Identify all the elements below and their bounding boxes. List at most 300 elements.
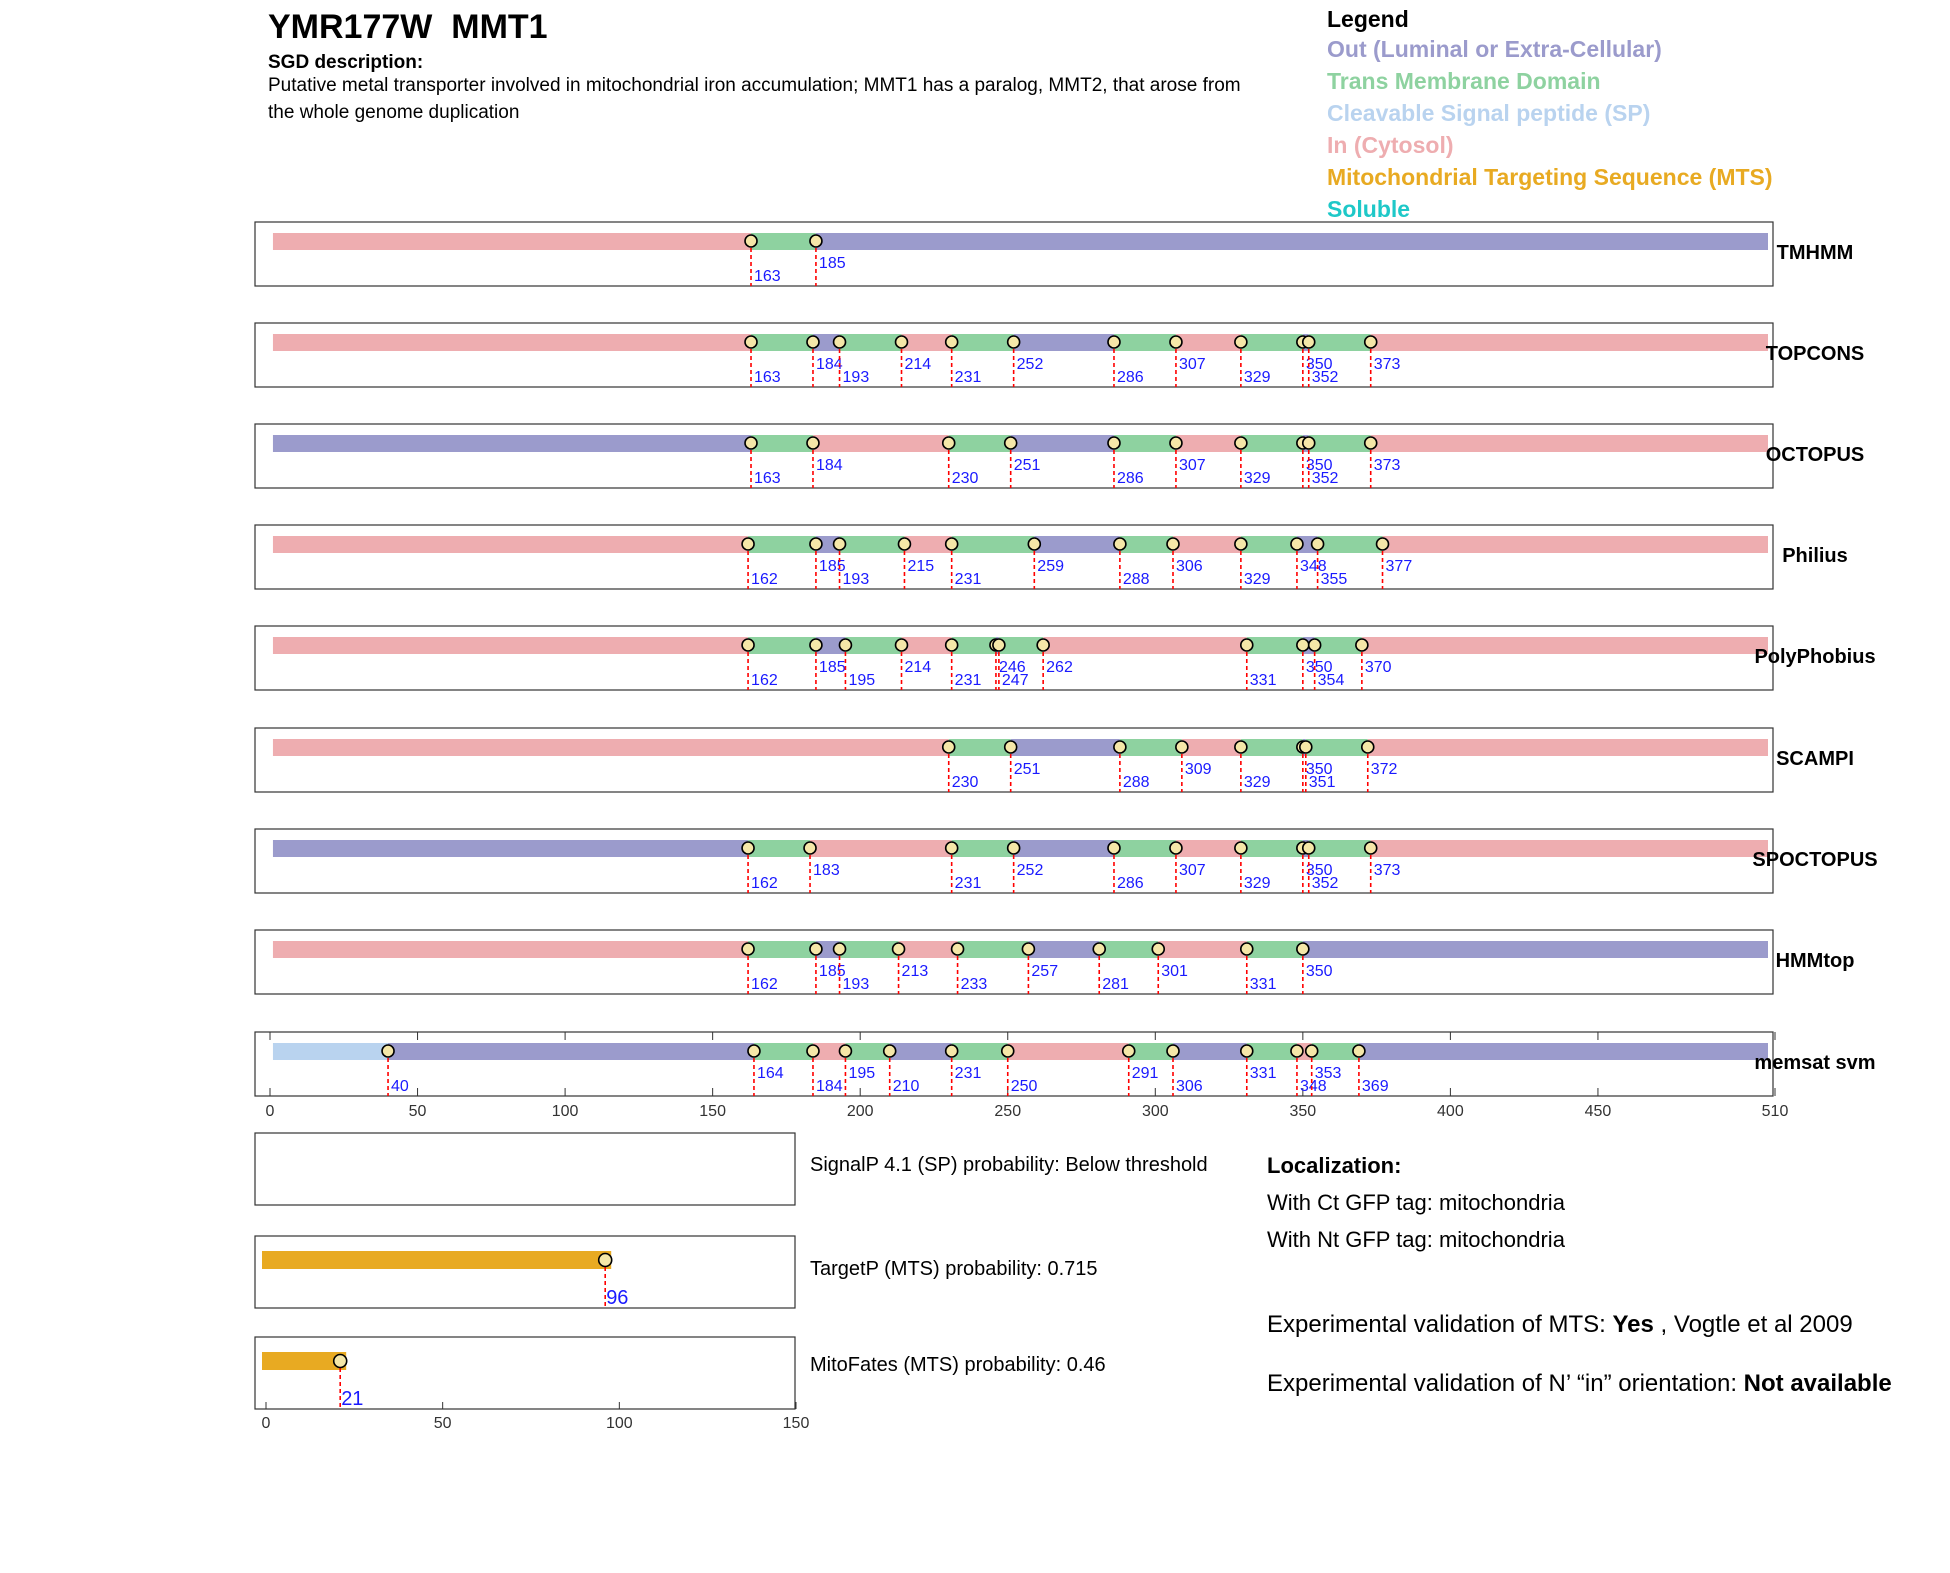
legend-item-in: In (Cytosol) (1327, 132, 1454, 158)
predictor-track-spoctopus (255, 829, 1878, 893)
boundary-marker-polyphobius (1297, 639, 1309, 651)
boundary-marker-octopus (1108, 437, 1120, 449)
legend-title: Legend (1327, 6, 1409, 32)
boundary-marker-spoctopus (1170, 842, 1182, 854)
experimental-orientation-prefix: Experimental validation of N’ “in” orientation: (1267, 1370, 1744, 1397)
boundary-label-polyphobius: 246 (998, 659, 1026, 676)
boundary-marker-scampi (1362, 741, 1374, 753)
boundary-label-octopus: 230 (951, 470, 979, 487)
experimental-orientation (1267, 1368, 1907, 1400)
boundary-label-polyphobius: 331 (1249, 672, 1277, 689)
boundary-label-philius: 306 (1176, 558, 1203, 575)
boundary-marker-spoctopus (946, 842, 958, 854)
experimental-mts-suffix: , Vogtle et al 2009 (1653, 1311, 1853, 1338)
segment-out-spoctopus-0 (273, 840, 748, 857)
segment-out-hmmtop-6 (1028, 941, 1099, 958)
segment-in-topcons-0 (273, 334, 751, 351)
boundary-marker-memsat-svm (946, 1045, 958, 1057)
boundary-label-memsat-svm: 331 (1249, 1065, 1277, 1082)
segment-tm-memsat-svm-10 (1247, 1043, 1297, 1060)
boundary-marker-memsat-svm (748, 1045, 760, 1057)
legend-item-mts: Mitochondrial Targeting Sequence (MTS) (1327, 164, 1773, 190)
prob-axis-tick-label: 150 (782, 1415, 810, 1432)
boundary-label-philius: 348 (1299, 558, 1327, 575)
track-frame-octopus (255, 424, 1773, 488)
boundary-label-memsat-svm: 195 (848, 1065, 876, 1082)
boundary-label-polyphobius: 247 (1001, 672, 1029, 689)
boundary-label-polyphobius: 354 (1317, 672, 1345, 689)
segment-in-polyphobius-4 (902, 637, 952, 654)
boundary-label-scampi: 329 (1243, 774, 1271, 791)
boundary-label-octopus: 352 (1311, 470, 1339, 487)
mts-end-marker-targetp (599, 1254, 612, 1267)
boundary-marker-spoctopus (1303, 842, 1315, 854)
predictor-track-polyphobius (255, 626, 1876, 690)
boundary-label-spoctopus: 252 (1016, 862, 1044, 879)
boundary-label-octopus: 286 (1116, 470, 1144, 487)
axis-tick-label: 300 (1141, 1103, 1169, 1120)
boundary-marker-scampi (1300, 741, 1312, 753)
signalp-text: SignalP 4.1 (SP) probability: Below threshold (810, 1154, 1208, 1176)
boundary-marker-octopus (1365, 437, 1377, 449)
boundary-marker-hmmtop (1022, 943, 1034, 955)
segment-in-octopus-6 (1176, 435, 1241, 452)
segment-tm-spoctopus-7 (1241, 840, 1303, 857)
boundary-label-hmmtop: 162 (751, 976, 778, 993)
boundary-marker-topcons (1108, 336, 1120, 348)
boundary-marker-octopus (1005, 437, 1017, 449)
boundary-label-hmmtop: 331 (1249, 976, 1277, 993)
boundary-label-octopus: 307 (1178, 457, 1206, 474)
legend-item-soluble: Soluble (1327, 196, 1411, 222)
segment-tm-hmmtop-5 (958, 941, 1029, 958)
predictor-track-tmhmm (255, 222, 1853, 286)
segment-in-topcons-8 (1176, 334, 1241, 351)
boundary-marker-topcons (834, 336, 846, 348)
segment-in-scampi-8 (1368, 739, 1768, 756)
prob-axis-tick-label: 50 (433, 1415, 452, 1432)
segment-tm-memsat-svm-2 (754, 1043, 813, 1060)
boundary-marker-philius (1377, 538, 1389, 550)
boundary-label-topcons: 193 (842, 369, 870, 386)
axis-tick-label: 250 (994, 1103, 1022, 1120)
boundary-marker-spoctopus (1008, 842, 1020, 854)
boundary-marker-philius (1167, 538, 1179, 550)
track-frame-scampi (255, 728, 1773, 792)
boundary-label-memsat-svm: 184 (815, 1078, 843, 1095)
boundary-marker-polyphobius (993, 639, 1005, 651)
boundary-marker-hmmtop (893, 943, 905, 955)
segment-in-spoctopus-2 (810, 840, 952, 857)
boundary-marker-hmmtop (1152, 943, 1164, 955)
segment-tm-philius-3 (840, 536, 905, 553)
boundary-label-scampi: 309 (1184, 761, 1212, 778)
segment-out-memsat-svm-1 (388, 1043, 754, 1060)
segment-in-spoctopus-10 (1371, 840, 1768, 857)
segment-tm-spoctopus-5 (1114, 840, 1176, 857)
boundary-label-polyphobius: 231 (954, 672, 982, 689)
segment-tm-topcons-7 (1114, 334, 1176, 351)
segment-tm-polyphobius-9 (1247, 637, 1303, 654)
boundary-marker-scampi (1114, 741, 1126, 753)
segment-tm-scampi-7 (1306, 739, 1368, 756)
mitofates-text: MitoFates (MTS) probability: 0.46 (810, 1354, 1106, 1376)
boundary-marker-philius (810, 538, 822, 550)
boundary-label-philius: 288 (1122, 571, 1150, 588)
experimental-mts-value: Yes (1612, 1311, 1654, 1338)
segment-tm-tmhmm-1 (751, 233, 816, 250)
boundary-marker-spoctopus (742, 842, 754, 854)
segment-in-hmmtop-0 (273, 941, 748, 958)
boundary-label-memsat-svm: 306 (1176, 1078, 1203, 1095)
segment-tm-scampi-3 (1120, 739, 1182, 756)
boundary-label-hmmtop: 257 (1031, 963, 1059, 980)
predictor-track-memsat-svm (255, 1032, 1876, 1120)
boundary-label-topcons: 352 (1311, 369, 1339, 386)
localization-nt: With Nt GFP tag: mitochondria (1267, 1227, 1565, 1252)
boundary-label-topcons: 329 (1243, 369, 1271, 386)
axis-tick-label: 400 (1437, 1103, 1464, 1120)
boundary-label-memsat-svm: 164 (756, 1065, 784, 1082)
boundary-label-memsat-svm: 369 (1361, 1078, 1389, 1095)
predictor-name-tmhmm: TMHMM (1776, 242, 1854, 264)
segment-in-polyphobius-8 (1043, 637, 1247, 654)
boundary-label-topcons: 373 (1373, 356, 1401, 373)
segment-tm-topcons-5 (952, 334, 1014, 351)
boundary-marker-spoctopus (804, 842, 816, 854)
segment-sp-memsat-svm-0 (273, 1043, 388, 1060)
boundary-marker-memsat-svm (1291, 1045, 1303, 1057)
boundary-marker-philius (834, 538, 846, 550)
boundary-label-spoctopus: 183 (813, 862, 840, 879)
segment-in-philius-8 (1173, 536, 1241, 553)
sgd-description-text: Putative metal transporter involved in mitochondrial iron accumulation; MMT1 has a paralog, MMT2, that arose from the whole genome duplication (268, 75, 1241, 123)
experimental-orientation-value: Not available (1743, 1370, 1892, 1397)
boundary-label-memsat-svm: 210 (892, 1078, 920, 1095)
boundary-label-octopus: 163 (754, 470, 781, 487)
segment-tm-octopus-5 (1114, 435, 1176, 452)
boundary-label-philius: 329 (1243, 571, 1271, 588)
boundary-label-octopus: 350 (1305, 457, 1333, 474)
track-frame-philius (255, 525, 1773, 589)
segment-tm-philius-11 (1318, 536, 1383, 553)
segment-tm-spoctopus-1 (748, 840, 810, 857)
boundary-label-memsat-svm: 40 (391, 1078, 409, 1095)
boundary-marker-hmmtop (1297, 943, 1309, 955)
mts-end-label-targetp: 96 (606, 1287, 629, 1309)
segment-tm-octopus-7 (1241, 435, 1303, 452)
axis-tick-label: 150 (699, 1103, 726, 1120)
segment-tm-philius-7 (1120, 536, 1173, 553)
boundary-marker-hmmtop (952, 943, 964, 955)
boundary-label-spoctopus: 307 (1178, 862, 1206, 879)
segment-in-octopus-10 (1371, 435, 1768, 452)
predictor-name-topcons: TOPCONS (1765, 343, 1865, 365)
boundary-label-polyphobius: 185 (818, 659, 846, 676)
boundary-marker-topcons (1303, 336, 1315, 348)
boundary-marker-scampi (1235, 741, 1247, 753)
boundary-marker-philius (1291, 538, 1303, 550)
boundary-label-polyphobius: 262 (1046, 659, 1073, 676)
segment-tm-hmmtop-3 (840, 941, 899, 958)
boundary-marker-philius (898, 538, 910, 550)
segment-in-tmhmm-0 (273, 233, 751, 250)
boundary-label-topcons: 184 (815, 356, 843, 373)
segment-in-topcons-12 (1371, 334, 1768, 351)
axis-tick-label: 450 (1584, 1103, 1612, 1120)
axis-tick-label: 0 (265, 1103, 275, 1120)
probability-panel-mitofates (255, 1337, 795, 1410)
segment-tm-philius-9 (1241, 536, 1297, 553)
boundary-label-philius: 377 (1385, 558, 1413, 575)
legend-item-tm: Trans Membrane Domain (1327, 68, 1601, 94)
boundary-marker-polyphobius (839, 639, 851, 651)
probability-panel-targetp (255, 1236, 795, 1309)
boundary-marker-tmhmm (745, 235, 757, 247)
boundary-label-spoctopus: 373 (1373, 862, 1401, 879)
boundary-marker-polyphobius (810, 639, 822, 651)
boundary-marker-scampi (1005, 741, 1017, 753)
mts-end-label-mitofates: 21 (341, 1388, 364, 1410)
boundary-marker-memsat-svm (1306, 1045, 1318, 1057)
segment-tm-octopus-1 (751, 435, 813, 452)
boundary-marker-topcons (946, 336, 958, 348)
boundary-label-spoctopus: 352 (1311, 875, 1339, 892)
boundary-marker-spoctopus (1235, 842, 1247, 854)
boundary-label-memsat-svm: 348 (1299, 1078, 1327, 1095)
segment-out-hmmtop-10 (1303, 941, 1768, 958)
boundary-marker-hmmtop (1093, 943, 1105, 955)
boundary-marker-octopus (1303, 437, 1315, 449)
boundary-label-scampi: 288 (1122, 774, 1150, 791)
segment-in-polyphobius-0 (273, 637, 748, 654)
boundary-label-polyphobius: 214 (904, 659, 932, 676)
boundary-label-polyphobius: 162 (751, 672, 778, 689)
segment-tm-scampi-5 (1241, 739, 1303, 756)
boundary-label-hmmtop: 233 (960, 976, 988, 993)
boundary-label-polyphobius: 350 (1305, 659, 1333, 676)
boundary-marker-memsat-svm (1167, 1045, 1179, 1057)
boundary-marker-polyphobius (1037, 639, 1049, 651)
legend-item-out: Out (Luminal or Extra-Cellular) (1327, 36, 1662, 62)
legend-item-sp: Cleavable Signal peptide (SP) (1327, 100, 1651, 126)
boundary-marker-spoctopus (1365, 842, 1377, 854)
boundary-marker-polyphobius (1309, 639, 1321, 651)
boundary-label-polyphobius: 195 (848, 672, 876, 689)
segment-tm-philius-1 (748, 536, 816, 553)
boundary-label-memsat-svm: 291 (1131, 1065, 1159, 1082)
boundary-label-octopus: 251 (1013, 457, 1041, 474)
boundary-label-hmmtop: 185 (818, 963, 846, 980)
boundary-marker-philius (1114, 538, 1126, 550)
segment-tm-memsat-svm-12 (1312, 1043, 1359, 1060)
boundary-marker-memsat-svm (839, 1045, 851, 1057)
boundary-marker-polyphobius (742, 639, 754, 651)
track-frame-tmhmm (255, 222, 1773, 286)
boundary-marker-memsat-svm (1123, 1045, 1135, 1057)
boundary-marker-philius (742, 538, 754, 550)
boundary-label-hmmtop: 193 (842, 976, 870, 993)
segment-in-philius-0 (273, 536, 748, 553)
localization-ct: With Ct GFP tag: mitochondria (1267, 1190, 1565, 1215)
boundary-label-octopus: 329 (1243, 470, 1271, 487)
boundary-marker-scampi (943, 741, 955, 753)
boundary-marker-topcons (1365, 336, 1377, 348)
segment-out-spoctopus-4 (1014, 840, 1114, 857)
panel-frame-targetp (255, 1236, 795, 1308)
segment-out-tmhmm-2 (816, 233, 1768, 250)
boundary-label-spoctopus: 329 (1243, 875, 1271, 892)
segment-tm-topcons-3 (840, 334, 902, 351)
segment-out-topcons-6 (1014, 334, 1114, 351)
segment-in-spoctopus-6 (1176, 840, 1241, 857)
boundary-marker-topcons (1008, 336, 1020, 348)
boundary-marker-octopus (1170, 437, 1182, 449)
boundary-label-memsat-svm: 231 (954, 1065, 982, 1082)
boundary-label-philius: 215 (907, 558, 935, 575)
axis-tick-label: 510 (1761, 1103, 1789, 1120)
boundary-marker-memsat-svm (1002, 1045, 1014, 1057)
predictor-name-memsat-svm: memsat svm (1754, 1052, 1876, 1074)
segment-in-scampi-4 (1182, 739, 1241, 756)
axis-tick-label: 100 (551, 1103, 579, 1120)
predictor-name-polyphobius: PolyPhobius (1754, 646, 1876, 668)
boundary-marker-philius (1235, 538, 1247, 550)
axis-tick-label: 350 (1289, 1103, 1317, 1120)
segment-tm-spoctopus-9 (1309, 840, 1371, 857)
boundary-label-spoctopus: 350 (1305, 862, 1333, 879)
segment-in-scampi-0 (273, 739, 949, 756)
segment-out-scampi-2 (1011, 739, 1120, 756)
boundary-marker-octopus (745, 437, 757, 449)
boundary-marker-philius (1028, 538, 1040, 550)
segment-tm-polyphobius-3 (845, 637, 901, 654)
predictor-track-hmmtop (255, 930, 1854, 994)
localization-title: Localization: (1267, 1153, 1402, 1178)
experimental-mts-prefix: Experimental validation of MTS: (1267, 1311, 1613, 1338)
segment-out-philius-6 (1034, 536, 1120, 553)
boundary-marker-polyphobius (896, 639, 908, 651)
boundary-label-tmhmm: 163 (754, 268, 781, 285)
boundary-label-scampi: 372 (1370, 761, 1398, 778)
boundary-marker-polyphobius (946, 639, 958, 651)
axis-tick-label: 50 (408, 1103, 427, 1120)
boundary-marker-octopus (807, 437, 819, 449)
predictor-name-scampi: SCAMPI (1776, 748, 1854, 770)
boundary-label-topcons: 214 (904, 356, 932, 373)
boundary-label-philius: 185 (818, 558, 846, 575)
boundary-label-spoctopus: 162 (751, 875, 778, 892)
boundary-marker-topcons (1235, 336, 1247, 348)
boundary-label-memsat-svm: 250 (1010, 1078, 1038, 1095)
boundary-label-scampi: 351 (1308, 774, 1336, 791)
boundary-label-hmmtop: 213 (901, 963, 929, 980)
sgd-description-label: SGD description: (268, 52, 424, 73)
boundary-label-hmmtop: 301 (1161, 963, 1188, 980)
predictor-name-hmmtop: HMMtop (1775, 950, 1855, 972)
boundary-label-philius: 259 (1037, 558, 1065, 575)
segment-tm-topcons-11 (1309, 334, 1371, 351)
predictor-name-octopus: OCTOPUS (1765, 444, 1865, 466)
segment-out-memsat-svm-13 (1359, 1043, 1768, 1060)
panel-frame-mitofates (255, 1337, 795, 1409)
segment-tm-philius-5 (952, 536, 1035, 553)
mts-end-marker-mitofates (334, 1355, 347, 1368)
segment-tm-hmmtop-7 (1099, 941, 1158, 958)
boundary-marker-scampi (1176, 741, 1188, 753)
boundary-label-topcons: 163 (754, 369, 781, 386)
boundary-marker-philius (1312, 538, 1324, 550)
segment-in-octopus-2 (813, 435, 949, 452)
boundary-label-scampi: 350 (1305, 761, 1333, 778)
boundary-marker-memsat-svm (807, 1045, 819, 1057)
segment-tm-hmmtop-1 (748, 941, 816, 958)
segment-tm-memsat-svm-6 (952, 1043, 1008, 1060)
boundary-label-tmhmm: 185 (818, 255, 846, 272)
segment-tm-scampi-1 (949, 739, 1011, 756)
segment-tm-polyphobius-11 (1315, 637, 1362, 654)
experimental-mts (1267, 1309, 1907, 1341)
panel-frame-signalp (255, 1133, 795, 1205)
segment-in-hmmtop-4 (899, 941, 958, 958)
boundary-label-topcons: 350 (1305, 356, 1333, 373)
segment-tm-topcons-9 (1241, 334, 1303, 351)
segment-out-octopus-0 (273, 435, 751, 452)
prob-axis-tick-label: 0 (261, 1415, 271, 1432)
boundary-marker-tmhmm (810, 235, 822, 247)
boundary-marker-octopus (943, 437, 955, 449)
segment-in-topcons-4 (902, 334, 952, 351)
boundary-label-spoctopus: 286 (1116, 875, 1144, 892)
boundary-marker-memsat-svm (1241, 1045, 1253, 1057)
boundary-marker-topcons (896, 336, 908, 348)
gene-title: YMR177W MMT1 (268, 8, 548, 46)
boundary-label-hmmtop: 350 (1305, 963, 1333, 980)
boundary-marker-polyphobius (1241, 639, 1253, 651)
boundary-marker-hmmtop (834, 943, 846, 955)
boundary-marker-topcons (807, 336, 819, 348)
segment-out-memsat-svm-9 (1173, 1043, 1247, 1060)
boundary-marker-topcons (1170, 336, 1182, 348)
segment-tm-spoctopus-3 (952, 840, 1014, 857)
boundary-label-philius: 162 (751, 571, 778, 588)
boundary-marker-polyphobius (1356, 639, 1368, 651)
boundary-marker-hmmtop (810, 943, 822, 955)
segment-tm-octopus-9 (1309, 435, 1371, 452)
track-frame-hmmtop (255, 930, 1773, 994)
boundary-label-topcons: 307 (1178, 356, 1206, 373)
boundary-label-hmmtop: 281 (1102, 976, 1129, 993)
boundary-marker-memsat-svm (382, 1045, 394, 1057)
boundary-label-topcons: 286 (1116, 369, 1144, 386)
boundary-marker-hmmtop (1241, 943, 1253, 955)
predictor-name-spoctopus: SPOCTOPUS (1752, 849, 1878, 871)
boundary-label-philius: 193 (842, 571, 870, 588)
boundary-marker-memsat-svm (884, 1045, 896, 1057)
boundary-label-topcons: 252 (1016, 356, 1044, 373)
prob-axis-tick-label: 100 (605, 1415, 633, 1432)
segment-in-philius-4 (904, 536, 951, 553)
boundary-marker-spoctopus (1108, 842, 1120, 854)
predictor-track-scampi (255, 728, 1854, 792)
boundary-marker-memsat-svm (1353, 1045, 1365, 1057)
boundary-label-polyphobius: 370 (1364, 659, 1392, 676)
boundary-label-memsat-svm: 353 (1314, 1065, 1342, 1082)
segment-tm-octopus-3 (949, 435, 1011, 452)
mts-bar-targetp (262, 1251, 611, 1269)
boundary-label-octopus: 373 (1373, 457, 1401, 474)
segment-tm-hmmtop-9 (1247, 941, 1303, 958)
